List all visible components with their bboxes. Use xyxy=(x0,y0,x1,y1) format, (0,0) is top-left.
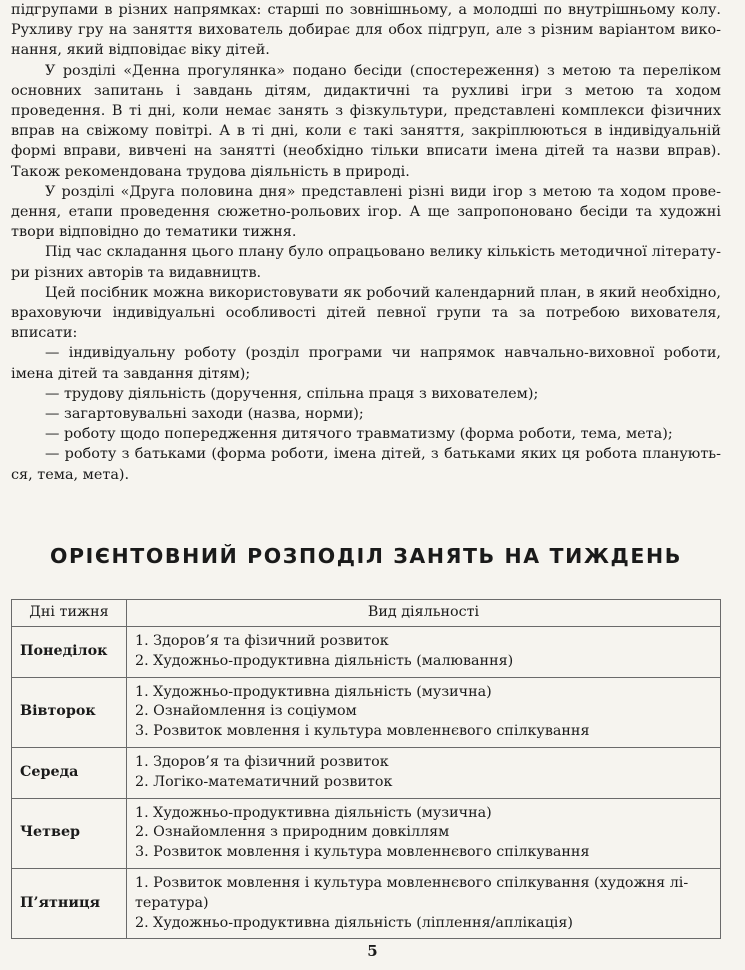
table-row xyxy=(12,627,721,678)
activity-item: 2. Ознайомлення із соціумом xyxy=(135,703,357,720)
paragraph: — індивідуальну роботу (розділ програми чи напрямок навчально-виховної роботи, імена дітей та завдання дітям); xyxy=(11,345,721,382)
activities-cell xyxy=(127,747,721,798)
header-days: Дні тижня xyxy=(12,600,127,627)
activities-cell xyxy=(127,798,721,868)
paragraph: — роботу з батьками (форма роботи, імена дітей, з батьками яких ця робота плануються, тема, мета). xyxy=(11,446,721,483)
table-row xyxy=(12,747,721,798)
activity-item: 1. Здоров’я та фізичний розвиток xyxy=(135,633,389,649)
weekly-schedule-table xyxy=(11,599,721,939)
table-row xyxy=(12,677,721,747)
header-activities: Вид діяльності xyxy=(127,600,721,627)
activity-item: 1. Здоров’я та фізичний розвиток xyxy=(135,753,389,770)
body-text xyxy=(11,0,721,485)
paragraph: — загартовувальні заходи (назва, норми); xyxy=(45,406,364,423)
paragraph: — трудову діяльність (доручення, спільна праця з вихователем); xyxy=(45,385,539,402)
paragraph: — роботу щодо попередження дитячого травматизму (форма роботи, тема, мета); xyxy=(45,426,673,443)
activity-item: 1. Художньо-продуктивна діяльність (музична) xyxy=(135,804,492,821)
activities-cell xyxy=(127,627,721,678)
paragraph: Цей посібник можна використовувати як робочий календарний план, в який необхідно, враховуючи індивідуальні особливості дітей певної групи та за потребою вихователя, вписати: xyxy=(11,284,721,342)
paragraph: підгрупами в різних напрямках: старші по зовнішньому, а молодші по внутрішньому колу. Рухливу гру на заняття вихователь добирає для обох підгруп, але з різним варіантом виконання, який відповідає віку дітей. xyxy=(11,2,721,59)
day-cell: Вівторок xyxy=(12,677,127,747)
section-title: ОРІЄНТОВНИЙ РОЗПОДІЛ ЗАНЯТЬ НА ТИЖДЕНЬ xyxy=(50,544,682,568)
activities-cell xyxy=(127,868,721,938)
page xyxy=(11,0,721,931)
activity-item: 3. Розвиток мовлення і культура мовленнєвого спілкування xyxy=(135,723,590,740)
day-cell: Четвер xyxy=(12,798,127,868)
table-header-row xyxy=(12,600,721,627)
day-cell: Середа xyxy=(12,747,127,798)
activity-item: 2. Художньо-продуктивна діяльність (малювання) xyxy=(135,652,514,669)
activity-item: 1. Розвиток мовлення і культура мовленнєвого спілкування (художня література) xyxy=(135,874,689,911)
activities-cell xyxy=(127,677,721,747)
activity-item: 1. Художньо-продуктивна діяльність (музична) xyxy=(135,683,492,700)
day-cell: Понеділок xyxy=(12,627,127,678)
paragraph: У розділі «Друга половина дня» представлені різні види ігор з метою та ходом проведення, етапи проведення сюжетно-рольових ігор. А ще запропоновано бесіди та художні твори відповідно до тематики тижня. xyxy=(11,183,721,241)
paragraph: У розділі «Денна прогулянка» подано бесіди (спостереження) з метою та переліком основних запитань і завдань дітям, дидактичні та рухливі ігри з метою та ходом проведення. В ті дні, коли немає занять з фізкультури, представлені комплекси фізичних вправ на свіжому повітрі. А в ті дні, коли є такі заняття, закріплюються в індивідуальній формі вправи, вивчені на занятті (необхідно тільки вписати імена дітей та назви вправ). Також рекомендована трудова діяльність в природі. xyxy=(11,62,721,180)
day-cell: П’ятниця xyxy=(12,868,127,938)
activity-item: 2. Художньо-продуктивна діяльність (ліплення/аплікація) xyxy=(135,914,573,931)
table-row xyxy=(12,798,721,868)
paragraph: Під час складання цього плану було опрацьовано велику кількість методичної літератури різних авторів та видавництв. xyxy=(11,244,721,281)
page-number: 5 xyxy=(367,942,378,960)
activity-item: 2. Логіко-математичний розвиток xyxy=(135,773,393,790)
activity-item: 2. Ознайомлення з природним довкіллям xyxy=(135,824,450,841)
activity-item: 3. Розвиток мовлення і культура мовленнєвого спілкування xyxy=(135,844,590,861)
table-row xyxy=(12,868,721,938)
